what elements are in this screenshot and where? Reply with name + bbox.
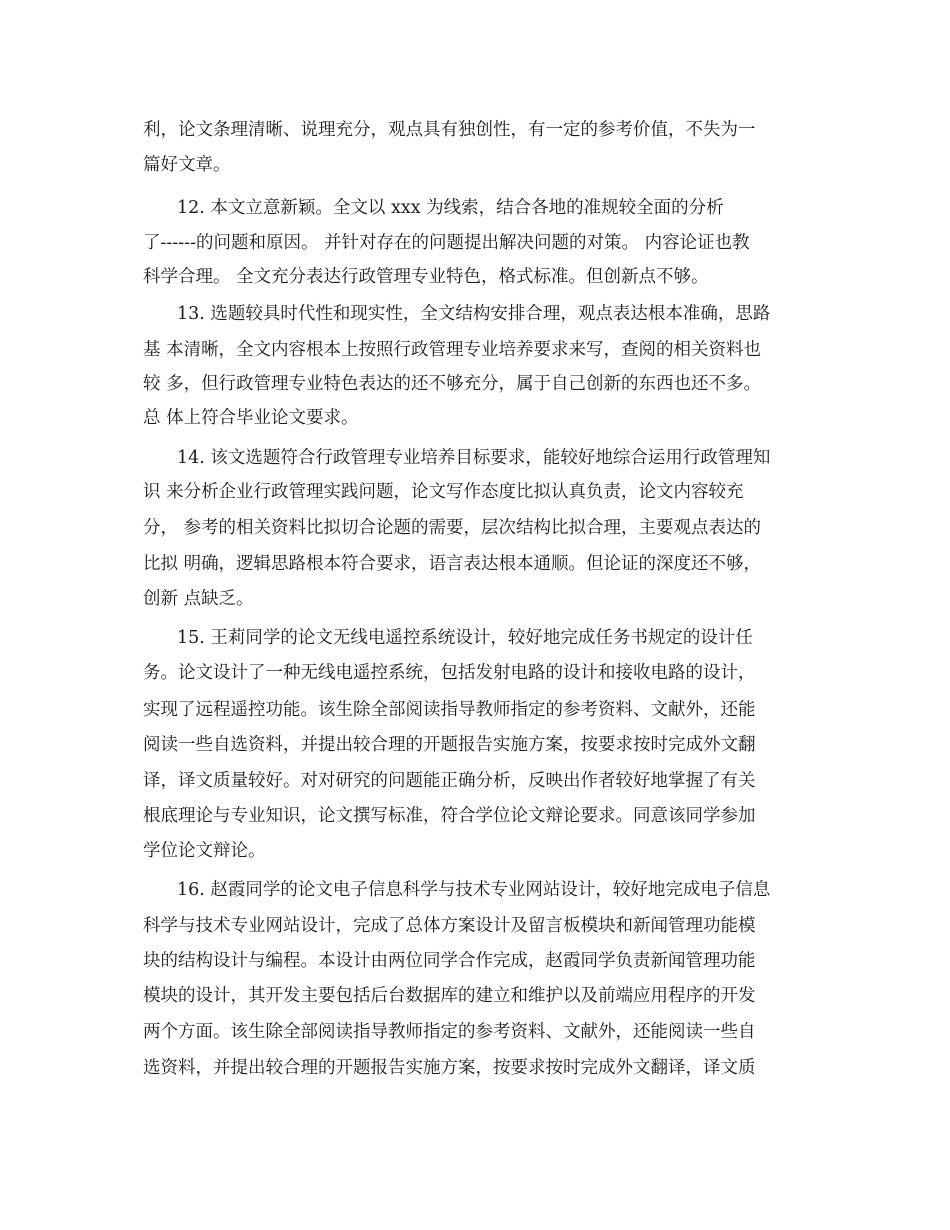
text-line: 模块的设计，其开发主要包括后台数据库的建立和维护以及前端应用程序的开发 <box>143 986 756 1006</box>
text-line: 实现了远程遥控功能。该生除全部阅读指导教师指定的参考资料、文献外，还能 <box>143 700 756 720</box>
text-line: 比拟 明确，逻辑思路根本符合要求，语言表达根本通顺。但论证的深度还不够， <box>143 554 762 574</box>
text-line: 块的结构设计与编程。本设计由两位同学合作完成，赵霞同学负责新闻管理功能 <box>143 951 756 971</box>
text-line: 译，译文质量较好。对对研究的问题能正确分析，反映出作者较好地掌握了有关 <box>143 771 756 791</box>
text-line: 较 多，但行政管理专业特色表达的还不够充分，属于自己创新的东西也还不多。 <box>143 374 762 394</box>
paragraph-12-start: 12. 本文立意新颖。全文以 xxx 为线索，结合各地的准规较全面的分析 <box>177 198 724 218</box>
text-line: 分， 参考的相关资料比拟切合论题的需要，层次结构比拟合理，主要观点表达的 <box>143 518 762 538</box>
text-line: 阅读一些自选资料，并提出较合理的开题报告实施方案，按要求按时完成外文翻 <box>143 735 756 755</box>
text-line: 科学合理。 全文充分表达行政管理专业特色，格式标准。但创新点不够。 <box>143 267 709 287</box>
text-line: 选资料，并提出较合理的开题报告实施方案，按要求按时完成外文翻译，译文质 <box>143 1058 756 1078</box>
text-line: 了------的问题和原因。 并针对存在的问题提出解决问题的对策。 内容论证也教 <box>143 233 750 253</box>
paragraph-13-start: 13. 选题较具时代性和现实性，全文结构安排合理，观点表达根本准确，思路 <box>177 304 771 324</box>
text-line: 基 本清晰，全文内容根本上按照行政管理专业培养要求来写，查阅的相关资料也 <box>143 340 762 360</box>
text-line: 务。论文设计了一种无线电遥控系统，包括发射电路的设计和接收电路的设计， <box>143 663 756 683</box>
text-line: 学位论文辩论。 <box>143 841 266 861</box>
text-line: 两个方面。该生除全部阅读指导教师指定的参考资料、文献外，还能阅读一些自 <box>143 1022 756 1042</box>
text-line: 利，论文条理清晰、说理充分，观点具有独创性，有一定的参考价值，不失为一 <box>143 120 756 140</box>
text-line: 识 来分析企业行政管理实践问题，论文写作态度比拟认真负责，论文内容较充 <box>143 482 744 502</box>
text-line: 根底理论与专业知识，论文撰写标准，符合学位论文辩论要求。同意该同学参加 <box>143 806 756 826</box>
paragraph-16-start: 16. 赵霞同学的论文电子信息科学与技术专业网站设计，较好地完成电子信息 <box>177 880 771 900</box>
paragraph-15-start: 15. 王莉同学的论文无线电遥控系统设计，较好地完成任务书规定的设计任 <box>177 628 753 648</box>
text-line: 科学与技术专业网站设计，完成了总体方案设计及留言板模块和新闻管理功能模 <box>143 916 756 936</box>
paragraph-14-start: 14. 该文选题符合行政管理专业培养目标要求，能较好地综合运用行政管理知 <box>177 448 771 468</box>
text-line: 总 体上符合毕业论文要求。 <box>143 408 359 428</box>
text-line: 创新 点缺乏。 <box>143 589 254 609</box>
text-line: 篇好文章。 <box>143 155 231 175</box>
